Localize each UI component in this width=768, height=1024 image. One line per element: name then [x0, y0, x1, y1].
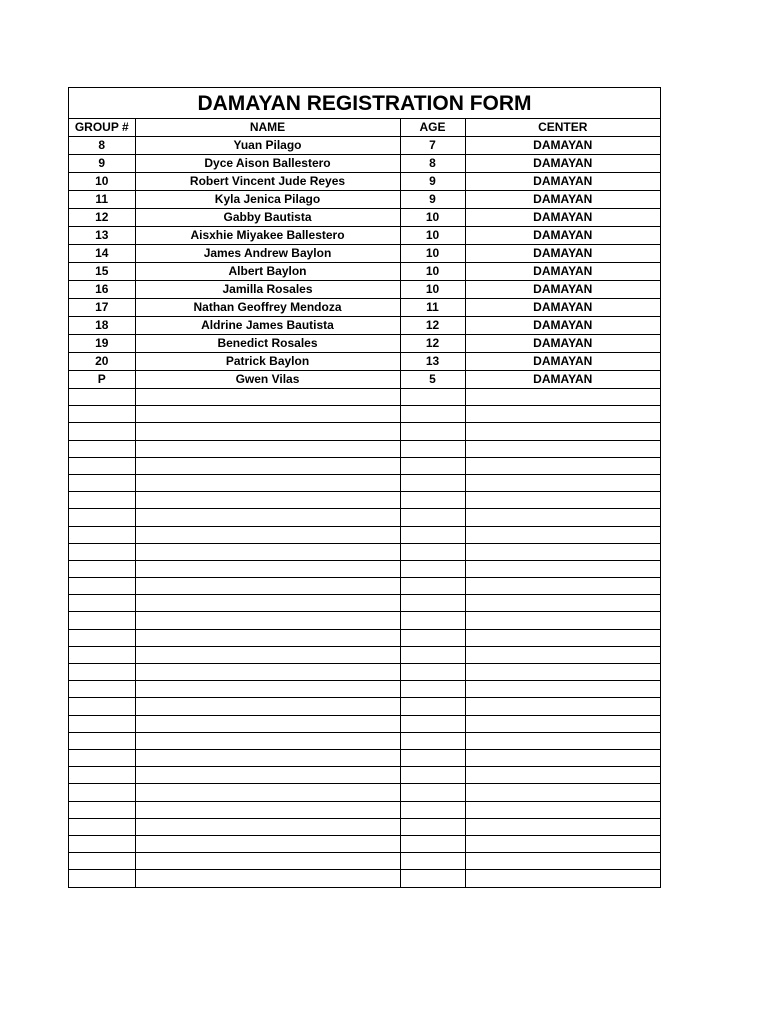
empty-cell-center: [465, 715, 660, 732]
empty-cell-age: [400, 732, 465, 749]
empty-table-row: [69, 612, 660, 629]
empty-cell-group: [69, 749, 135, 766]
table-body: [69, 137, 660, 887]
empty-cell-center: [465, 818, 660, 835]
empty-cell-center: [465, 784, 660, 801]
cell-name: Jamilla Rosales: [135, 281, 400, 299]
cell-center: DAMAYAN: [465, 281, 660, 299]
column-header-group: GROUP #: [69, 119, 135, 137]
table-row: [69, 317, 660, 335]
empty-table-row: [69, 509, 660, 526]
empty-cell-age: [400, 853, 465, 870]
column-header-center: CENTER: [465, 119, 660, 137]
empty-cell-name: [135, 509, 400, 526]
empty-cell-group: [69, 423, 135, 440]
table-row: [69, 299, 660, 317]
empty-cell-group: [69, 767, 135, 784]
empty-cell-group: [69, 612, 135, 629]
cell-center: DAMAYAN: [465, 245, 660, 263]
empty-cell-group: [69, 664, 135, 681]
empty-cell-center: [465, 646, 660, 663]
empty-cell-name: [135, 853, 400, 870]
empty-cell-center: [465, 870, 660, 887]
cell-age: 10: [400, 209, 465, 227]
cell-age: 10: [400, 227, 465, 245]
cell-center: DAMAYAN: [465, 155, 660, 173]
empty-cell-group: [69, 681, 135, 698]
empty-cell-group: [69, 732, 135, 749]
empty-cell-age: [400, 835, 465, 852]
empty-cell-center: [465, 474, 660, 491]
empty-table-row: [69, 749, 660, 766]
empty-cell-center: [465, 664, 660, 681]
empty-table-row: [69, 440, 660, 457]
empty-cell-age: [400, 595, 465, 612]
empty-table-row: [69, 784, 660, 801]
empty-table-row: [69, 474, 660, 491]
empty-cell-group: [69, 698, 135, 715]
cell-center: DAMAYAN: [465, 263, 660, 281]
cell-name: Dyce Aison Ballestero: [135, 155, 400, 173]
empty-cell-group: [69, 715, 135, 732]
cell-group: 16: [69, 281, 135, 299]
cell-group: 19: [69, 335, 135, 353]
empty-cell-center: [465, 406, 660, 423]
empty-cell-group: [69, 853, 135, 870]
table-row: [69, 227, 660, 245]
empty-cell-age: [400, 612, 465, 629]
empty-cell-center: [465, 612, 660, 629]
empty-cell-center: [465, 595, 660, 612]
cell-age: 7: [400, 137, 465, 155]
empty-cell-name: [135, 526, 400, 543]
empty-cell-name: [135, 423, 400, 440]
empty-table-row: [69, 543, 660, 560]
empty-cell-age: [400, 440, 465, 457]
empty-cell-name: [135, 543, 400, 560]
cell-group: P: [69, 371, 135, 389]
table-row: [69, 371, 660, 389]
empty-cell-age: [400, 715, 465, 732]
cell-group: 12: [69, 209, 135, 227]
empty-cell-center: [465, 543, 660, 560]
empty-cell-center: [465, 749, 660, 766]
table-row: [69, 191, 660, 209]
empty-table-row: [69, 767, 660, 784]
empty-cell-group: [69, 835, 135, 852]
cell-group: 10: [69, 173, 135, 191]
empty-cell-center: [465, 440, 660, 457]
empty-cell-age: [400, 646, 465, 663]
empty-cell-age: [400, 818, 465, 835]
empty-table-row: [69, 526, 660, 543]
cell-group: 9: [69, 155, 135, 173]
empty-cell-age: [400, 767, 465, 784]
table-row: [69, 335, 660, 353]
cell-name: Nathan Geoffrey Mendoza: [135, 299, 400, 317]
table-row: [69, 245, 660, 263]
cell-center: DAMAYAN: [465, 227, 660, 245]
empty-table-row: [69, 853, 660, 870]
empty-cell-group: [69, 389, 135, 406]
cell-name: Gwen Vilas: [135, 371, 400, 389]
empty-cell-age: [400, 801, 465, 818]
cell-group: 15: [69, 263, 135, 281]
cell-center: DAMAYAN: [465, 371, 660, 389]
empty-cell-center: [465, 492, 660, 509]
empty-cell-name: [135, 629, 400, 646]
empty-cell-name: [135, 389, 400, 406]
empty-table-row: [69, 389, 660, 406]
empty-cell-group: [69, 406, 135, 423]
table-row: [69, 281, 660, 299]
empty-table-row: [69, 801, 660, 818]
empty-cell-center: [465, 629, 660, 646]
empty-cell-age: [400, 629, 465, 646]
cell-center: DAMAYAN: [465, 209, 660, 227]
empty-cell-group: [69, 509, 135, 526]
empty-cell-age: [400, 492, 465, 509]
cell-name: Kyla Jenica Pilago: [135, 191, 400, 209]
cell-name: Albert Baylon: [135, 263, 400, 281]
empty-cell-group: [69, 784, 135, 801]
empty-cell-age: [400, 698, 465, 715]
empty-cell-center: [465, 526, 660, 543]
empty-cell-group: [69, 474, 135, 491]
cell-age: 12: [400, 335, 465, 353]
empty-cell-name: [135, 715, 400, 732]
cell-name: Robert Vincent Jude Reyes: [135, 173, 400, 191]
empty-table-row: [69, 578, 660, 595]
cell-group: 13: [69, 227, 135, 245]
empty-cell-center: [465, 698, 660, 715]
table-row: [69, 209, 660, 227]
empty-cell-age: [400, 560, 465, 577]
empty-cell-age: [400, 681, 465, 698]
empty-cell-age: [400, 526, 465, 543]
empty-cell-group: [69, 578, 135, 595]
empty-cell-name: [135, 457, 400, 474]
empty-table-row: [69, 457, 660, 474]
cell-center: DAMAYAN: [465, 317, 660, 335]
empty-cell-center: [465, 835, 660, 852]
empty-cell-name: [135, 801, 400, 818]
cell-age: 8: [400, 155, 465, 173]
empty-cell-name: [135, 595, 400, 612]
empty-cell-age: [400, 870, 465, 887]
empty-cell-age: [400, 474, 465, 491]
empty-cell-group: [69, 492, 135, 509]
empty-cell-age: [400, 543, 465, 560]
empty-table-row: [69, 560, 660, 577]
registration-form: [68, 87, 661, 888]
header-row: [69, 119, 660, 137]
empty-cell-name: [135, 698, 400, 715]
empty-table-row: [69, 423, 660, 440]
empty-cell-center: [465, 801, 660, 818]
empty-cell-name: [135, 492, 400, 509]
empty-cell-age: [400, 406, 465, 423]
empty-table-row: [69, 732, 660, 749]
empty-cell-center: [465, 681, 660, 698]
empty-cell-group: [69, 457, 135, 474]
empty-cell-center: [465, 732, 660, 749]
empty-cell-group: [69, 801, 135, 818]
cell-name: Aisxhie Miyakee Ballestero: [135, 227, 400, 245]
empty-cell-name: [135, 784, 400, 801]
table-row: [69, 137, 660, 155]
empty-cell-age: [400, 457, 465, 474]
empty-cell-group: [69, 560, 135, 577]
cell-name: Patrick Baylon: [135, 353, 400, 371]
cell-age: 12: [400, 317, 465, 335]
empty-cell-name: [135, 440, 400, 457]
cell-name: James Andrew Baylon: [135, 245, 400, 263]
empty-table-row: [69, 870, 660, 887]
column-header-age: AGE: [400, 119, 465, 137]
cell-group: 20: [69, 353, 135, 371]
empty-cell-name: [135, 681, 400, 698]
cell-center: DAMAYAN: [465, 299, 660, 317]
form-title: DAMAYAN REGISTRATION FORM: [69, 88, 660, 119]
cell-age: 10: [400, 245, 465, 263]
empty-cell-age: [400, 784, 465, 801]
empty-table-row: [69, 664, 660, 681]
cell-center: DAMAYAN: [465, 335, 660, 353]
empty-cell-center: [465, 389, 660, 406]
empty-table-row: [69, 646, 660, 663]
empty-cell-center: [465, 423, 660, 440]
table-row: [69, 155, 660, 173]
cell-name: Yuan Pilago: [135, 137, 400, 155]
column-header-name: NAME: [135, 119, 400, 137]
empty-cell-group: [69, 440, 135, 457]
empty-cell-age: [400, 509, 465, 526]
empty-cell-group: [69, 870, 135, 887]
empty-table-row: [69, 715, 660, 732]
registration-table: [69, 119, 660, 887]
empty-table-row: [69, 406, 660, 423]
cell-age: 9: [400, 191, 465, 209]
table-row: [69, 263, 660, 281]
cell-age: 5: [400, 371, 465, 389]
cell-age: 10: [400, 281, 465, 299]
empty-cell-center: [465, 853, 660, 870]
empty-table-row: [69, 681, 660, 698]
empty-cell-name: [135, 560, 400, 577]
empty-cell-name: [135, 406, 400, 423]
empty-cell-name: [135, 749, 400, 766]
cell-name: Aldrine James Bautista: [135, 317, 400, 335]
empty-table-row: [69, 835, 660, 852]
cell-age: 10: [400, 263, 465, 281]
empty-cell-group: [69, 818, 135, 835]
empty-cell-name: [135, 732, 400, 749]
empty-cell-age: [400, 578, 465, 595]
empty-table-row: [69, 492, 660, 509]
cell-name: Gabby Bautista: [135, 209, 400, 227]
empty-cell-age: [400, 389, 465, 406]
cell-group: 11: [69, 191, 135, 209]
cell-age: 9: [400, 173, 465, 191]
empty-table-row: [69, 595, 660, 612]
table-row: [69, 353, 660, 371]
cell-group: 14: [69, 245, 135, 263]
cell-group: 18: [69, 317, 135, 335]
cell-group: 8: [69, 137, 135, 155]
table-row: [69, 173, 660, 191]
empty-cell-age: [400, 749, 465, 766]
empty-table-row: [69, 698, 660, 715]
empty-cell-name: [135, 767, 400, 784]
empty-cell-group: [69, 543, 135, 560]
cell-group: 17: [69, 299, 135, 317]
cell-center: DAMAYAN: [465, 173, 660, 191]
empty-cell-age: [400, 423, 465, 440]
empty-cell-name: [135, 646, 400, 663]
empty-table-row: [69, 629, 660, 646]
empty-cell-group: [69, 646, 135, 663]
empty-cell-name: [135, 664, 400, 681]
cell-name: Benedict Rosales: [135, 335, 400, 353]
empty-cell-center: [465, 560, 660, 577]
cell-age: 13: [400, 353, 465, 371]
empty-cell-name: [135, 870, 400, 887]
empty-cell-center: [465, 509, 660, 526]
empty-cell-age: [400, 664, 465, 681]
empty-cell-center: [465, 457, 660, 474]
empty-cell-group: [69, 629, 135, 646]
cell-age: 11: [400, 299, 465, 317]
empty-cell-name: [135, 835, 400, 852]
empty-cell-name: [135, 474, 400, 491]
empty-cell-name: [135, 612, 400, 629]
empty-cell-center: [465, 578, 660, 595]
empty-cell-group: [69, 526, 135, 543]
empty-cell-name: [135, 818, 400, 835]
empty-cell-name: [135, 578, 400, 595]
cell-center: DAMAYAN: [465, 353, 660, 371]
empty-cell-center: [465, 767, 660, 784]
empty-table-row: [69, 818, 660, 835]
empty-cell-group: [69, 595, 135, 612]
cell-center: DAMAYAN: [465, 191, 660, 209]
cell-center: DAMAYAN: [465, 137, 660, 155]
